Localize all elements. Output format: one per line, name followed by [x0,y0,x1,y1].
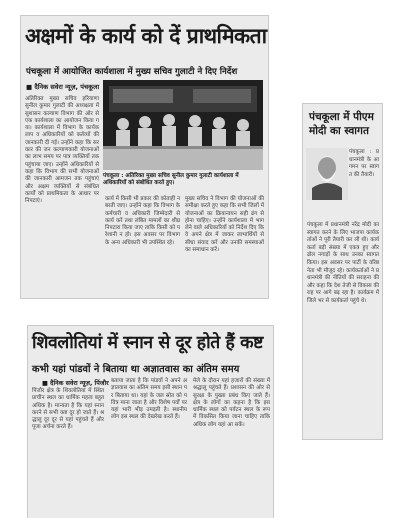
meeting-photo [103,80,263,170]
dateline: ■ दैनिक सवेरा न्यूज़, पंचकूला [26,83,100,91]
photo-caption: पंचकूला : अतिरिक्त मुख्य सचिव सुनील कुमार गुलाटी कार्यशाला में अधिकारियों को संबोधित करते हुए। [103,173,239,187]
news-clipping-side [303,104,382,439]
article-column-1 [32,388,104,516]
article-text: कार्य में किसी भी प्रकार की कोताही न बरती जाए। उन्होंने कहा कि विभाग के कर्मचारी व अधिकारी जिम्मेदारी से कार्य करें तथा लंबित मामलों का शीघ्र निपटारा किया जाए ताकि किसी को परेशानी न हो। इस अवसर पर विभाग के अन्य अधिकारी भी उपस्थित रहे। [105,196,180,246]
article-text: पंचकूला : प्रधानमंत्री के आगमन पर स्वागत की तैयारी। [349,149,379,178]
article-text: मुख्य सचिव ने विभाग की योजनाओं की समीक्षा करते हुए कहा कि सभी जिलों में योजनाओं का क्रियान्वयन सही ढंग से होना चाहिए। उन्होंने कार्यशाला में भाग लेने वाले अधिकारियों को निर्देश दिए कि वे अपने क्षेत्र में जाकर लाभार्थियों से सीधा संवाद करें और उनकी समस्याओं का समाधान करें। [185,196,264,254]
headline: अक्षमों के कार्य को दें प्राथमिकता [25,24,267,48]
article-column-right [185,196,264,291]
portrait-graphic [306,148,348,200]
article-column-left [25,96,99,291]
article-column-middle [105,196,180,291]
article-text: पंचकूला में प्रधानमंत्री नरेंद्र मोदी का स्वागत करने के लिए भाजपा कार्यकर्ताओं ने पूरी तैयारी कर ली थी। कार्यकर्ता बड़ी संख्या में एकत्र हुए और ढोल नगाड़ों के साथ उनका स्वागत किया। इस अवसर पर पार्टी के वरिष्ठ नेता भी मौजूद रहे। कार्यकर्ताओं ने प्रधानमंत्री की नीतियों की सराहना की और कहा कि देश तेजी से विकास की राह पर आगे बढ़ रहा है। कार्यक्रम में जिले भर से कार्यकर्ता पहुंचे थे। [307,222,379,304]
news-clipping-main [21,16,268,298]
article-text: बताया जाता है कि पांडवों ने अपने अज्ञातवास का अंतिम समय इसी स्थान पर बिताया था। यहां के जल स्रोत को पवित्र माना जाता है और विशेष पर्वों पर यहां भारी भीड़ उमड़ती है। स्थानीय लोग इस स्थल की देखरेख करते हैं। [111,378,187,421]
article-column-bottom [307,222,379,434]
article-column-3 [193,378,270,516]
article-text: पिंजौर क्षेत्र के शिवलोतियां में स्थित प्राचीन स्थल का धार्मिक महत्व बहुत अधिक है। मान्यता है कि यहां स्नान करने से सभी कष्ट दूर हो जाते हैं। श्रद्धालु दूर दूर से यहां पहुंचते हैं और पूजा अर्चना करते हैं। [32,388,104,431]
portrait-photo [306,148,348,200]
article-text: अतिरिक्त मुख्य सचिव हरियाणा सुनील कुमार गुलाटी की अध्यक्षता में सुशासन कल्याण विभाग की ओर से एक कार्यशाला का आयोजन किया गया। कार्यशाला में विभाग के कार्यकलाप व अधिकारियों को कर्तव्यों की जानकारी दी गई। उन्होंने कहा कि सरकार की जन कल्याणकारी योजनाओं का लाभ समय पर पात्र व्यक्तियों तक पहुंचाया जाए। उन्होंने अधिकारियों से कहा कि विभाग की सभी योजनाओं की जानकारी आमजन तक पहुंचाएं और अक्षम व्यक्तियों से संबंधित कार्यों को प्राथमिकता के आधार पर निपटाएं। [25,96,99,205]
dateline: ■ दैनिक सवेरा न्यूज़, पिंजौर [42,380,109,387]
meeting-photo-graphic [103,80,263,170]
article-column-top [349,149,379,224]
article-text: मेले के दौरान यहां हजारों की संख्या में श्रद्धालु पहुंचते हैं। प्रशासन की ओर से सुरक्षा के पुख्ता प्रबंध किए जाते हैं। क्षेत्र के लोगों का कहना है कि इस धार्मिक स्थल को पर्यटन स्थल के रूप में विकसित किया जाना चाहिए ताकि अधिक लोग यहां आ सकें। [193,378,270,428]
headline: पंचकूला में पीएम मोदी का स्वागत [309,111,374,137]
subheadline: पंचकूला में आयोजित कार्यशाला में मुख्य सचिव गुलाटी ने दिए निर्देश [26,67,238,77]
subheadline: कभी यहां पांडवों ने बिताया था अज्ञातवास का अंतिम समय [32,364,240,375]
article-column-2 [111,378,187,516]
news-clipping-bottom [28,326,273,518]
headline: शिवलोतियां में स्नान से दूर होते हैं कष्ट [32,333,263,353]
